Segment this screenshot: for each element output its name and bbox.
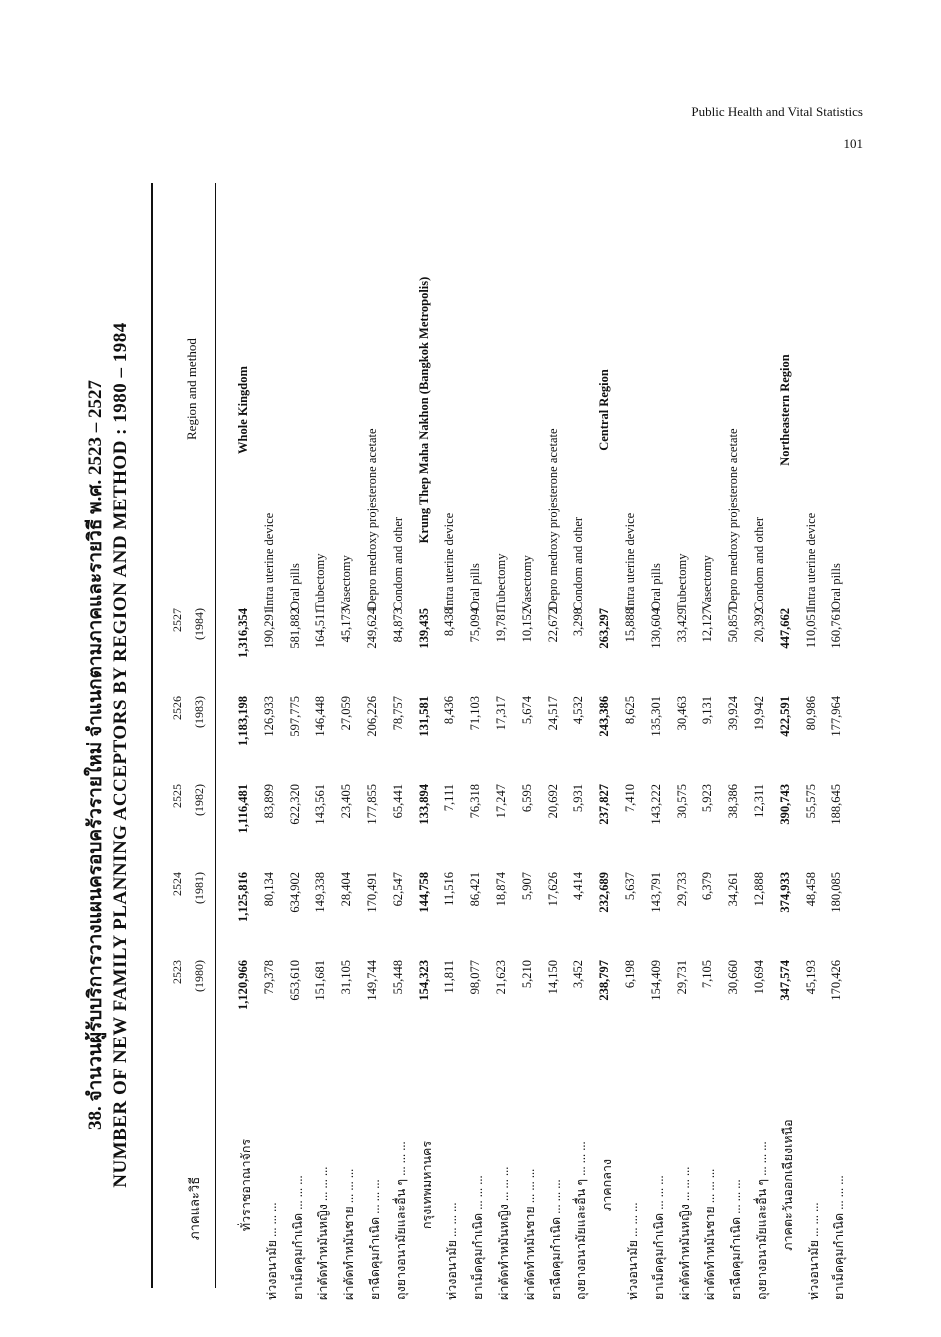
row-value: 28,404 xyxy=(339,872,354,907)
row-value: 12,127 xyxy=(700,608,715,643)
table-row xyxy=(700,210,726,1300)
row-label-thai: ยาเม็ดคุมกำเนิด ... ... ... xyxy=(651,1175,666,1300)
row-label-thai: ยาเม็ดคุมกำเนิด ... ... ... xyxy=(832,1175,847,1300)
row-value: 8,436 xyxy=(442,696,457,725)
table-row xyxy=(546,210,572,1300)
row-label-english: Vasectomy xyxy=(339,555,354,610)
page-number: 101 xyxy=(843,136,863,151)
row-label-thai: ถุงยางอนามัยและอื่น ๆ ... ... ... xyxy=(755,1141,769,1300)
row-value: 18,874 xyxy=(494,872,508,907)
row-value: 232,689 xyxy=(597,872,612,913)
row-value: 80,986 xyxy=(803,696,818,731)
table-row xyxy=(236,210,262,1300)
row-value: 5,674 xyxy=(519,696,534,725)
row-value: 65,441 xyxy=(390,784,405,819)
row-value: 390,743 xyxy=(777,784,792,825)
row-value: 164,511 xyxy=(313,608,328,649)
row-value: 160,761 xyxy=(829,608,844,649)
row-value: 50,857 xyxy=(726,608,741,643)
row-value: 5,923 xyxy=(700,784,715,813)
table-row xyxy=(829,210,855,1300)
row-value: 143,222 xyxy=(648,784,663,825)
row-label-english: Tubectomy xyxy=(494,553,508,610)
row-label-english: Northeastern Region xyxy=(777,354,792,466)
row-label-thai: ถุงยางอนามัยและอื่น ๆ ... ... ... xyxy=(393,1141,408,1300)
row-value: 8,625 xyxy=(623,696,637,725)
table-row xyxy=(391,210,417,1300)
row-value: 135,301 xyxy=(648,696,663,737)
row-value: 374,933 xyxy=(777,872,792,913)
row-value: 126,933 xyxy=(261,696,276,737)
row-value: 7,111 xyxy=(442,784,457,812)
row-value: 62,547 xyxy=(390,872,405,907)
row-value: 170,426 xyxy=(829,960,844,1001)
row-label-thai: ถุงยางอนามัยและอื่น ๆ ... ... ... xyxy=(574,1141,589,1300)
row-value: 80,134 xyxy=(261,872,276,907)
year-header-en: (1980) xyxy=(192,960,206,992)
row-label-english: Intra uterine device xyxy=(261,512,276,610)
table-row xyxy=(752,210,778,1300)
row-value: 78,757 xyxy=(390,696,405,731)
row-value: 6,198 xyxy=(623,960,637,989)
table-row xyxy=(313,210,339,1300)
row-value: 55,448 xyxy=(390,960,405,995)
row-label-english: Condom and other xyxy=(571,516,586,610)
year-header-en: (1982) xyxy=(192,784,206,816)
row-value: 581,882 xyxy=(287,608,302,649)
row-label-english: Intra uterine device xyxy=(803,512,818,610)
row-value: 206,226 xyxy=(365,696,379,737)
table-title-thai: 38. จำนวนผู้รับบริการวางแผนครอบครัวรายใหม่ จำแนกตามภาคและรายวิธี พ.ศ. 2523 – 2527 xyxy=(85,380,106,1130)
row-value: 31,105 xyxy=(339,960,354,995)
row-value: 143,791 xyxy=(648,872,663,913)
row-value: 11,516 xyxy=(442,872,457,906)
row-value: 20,692 xyxy=(545,784,560,819)
row-label-thai: ยาฉีดคุมกำเนิด ... ... ... xyxy=(729,1179,744,1300)
row-value: 1,183,198 xyxy=(236,696,250,746)
row-label-english: Vasectomy xyxy=(519,555,534,610)
table-row xyxy=(339,210,365,1300)
row-value: 10,694 xyxy=(752,960,766,995)
row-label-thai: ยาเม็ดคุมกำเนิด ... ... ... xyxy=(290,1175,305,1300)
table-row xyxy=(365,210,391,1300)
row-value: 170,491 xyxy=(365,872,379,913)
table-row xyxy=(520,210,546,1300)
row-label-english: Oral pills xyxy=(829,563,844,610)
row-value: 238,797 xyxy=(597,960,612,1001)
row-value: 75,094 xyxy=(468,608,483,643)
year-header-th: 2527 xyxy=(170,608,184,632)
rotated-table-page xyxy=(80,210,870,1300)
row-value: 3,298 xyxy=(571,608,586,637)
row-value: 110,051 xyxy=(803,608,818,649)
row-value: 20,392 xyxy=(752,608,766,643)
row-value: 98,077 xyxy=(468,960,483,995)
row-value: 17,247 xyxy=(494,784,508,819)
table-row xyxy=(442,210,468,1300)
row-label-english: Oral pills xyxy=(648,563,663,610)
row-value: 12,311 xyxy=(752,784,766,818)
table-row xyxy=(417,210,443,1300)
row-value: 154,323 xyxy=(416,960,431,1001)
row-value: 19,942 xyxy=(752,696,766,731)
row-value: 1,125,816 xyxy=(236,872,250,922)
row-value: 45,173 xyxy=(339,608,354,643)
row-label-thai: ภาคกลาง xyxy=(600,1159,615,1211)
row-label-english: Intra uterine device xyxy=(623,512,637,610)
year-header-en: (1983) xyxy=(192,696,206,728)
row-value: 55,575 xyxy=(803,784,818,819)
row-value: 22,672 xyxy=(545,608,560,643)
row-value: 6,595 xyxy=(519,784,534,813)
row-label-thai: ผ่าตัดทำหมันชาย ... ... ... xyxy=(342,1168,357,1300)
row-value: 5,637 xyxy=(623,872,637,901)
row-label-thai: ผ่าตัดทำหมันหญิง ... ... ... xyxy=(677,1166,692,1300)
row-label-english: Krung Thep Maha Nakhon (Bangkok Metropolis) xyxy=(416,276,431,544)
row-value: 76,318 xyxy=(468,784,483,819)
table-row xyxy=(288,210,314,1300)
row-value: 29,733 xyxy=(674,872,689,907)
row-label-thai: ทั่วราชอาณาจักร xyxy=(239,1138,253,1232)
row-value: 10,152 xyxy=(519,608,534,643)
row-value: 30,575 xyxy=(674,784,689,819)
row-value: 263,297 xyxy=(597,608,612,649)
row-value: 653,610 xyxy=(287,960,302,1001)
row-value: 3,452 xyxy=(571,960,586,989)
row-value: 83,899 xyxy=(261,784,276,819)
row-value: 7,105 xyxy=(700,960,715,989)
row-label-english: Depro medroxy projesterone acetate xyxy=(726,428,741,610)
row-value: 84,873 xyxy=(390,608,405,643)
row-value: 634,902 xyxy=(287,872,302,913)
row-value: 447,662 xyxy=(777,608,792,649)
row-value: 14,150 xyxy=(545,960,560,995)
row-value: 34,261 xyxy=(726,872,741,907)
row-value: 133,894 xyxy=(416,784,431,825)
row-label-thai: ผ่าตัดทำหมันหญิง ... ... ... xyxy=(497,1166,511,1300)
table-row xyxy=(468,210,494,1300)
year-header-en: (1984) xyxy=(192,608,206,640)
row-value: 144,758 xyxy=(416,872,431,913)
row-value: 12,888 xyxy=(752,872,766,907)
row-value: 143,561 xyxy=(313,784,328,825)
column-header-thai: ภาคและวิธี xyxy=(187,1176,202,1240)
row-value: 249,624 xyxy=(365,608,379,649)
row-value: 243,386 xyxy=(597,696,612,737)
table-row xyxy=(262,210,288,1300)
row-value: 48,458 xyxy=(803,872,818,907)
row-label-thai: ภาคตะวันออกเฉียงเหนือ xyxy=(780,1119,795,1251)
row-value: 149,338 xyxy=(313,872,328,913)
row-value: 6,379 xyxy=(700,872,715,901)
row-value: 79,378 xyxy=(261,960,276,995)
row-label-thai: ห่วงอนามัย ... ... ... xyxy=(264,1202,279,1300)
row-label-thai: ห่วงอนามัย ... ... ... xyxy=(445,1202,460,1300)
table-title-english: NUMBER OF NEW FAMILY PLANNING ACCEPTORS BY REGION AND METHOD : 1980 – 1984 xyxy=(110,322,131,1188)
row-label-thai: ยาฉีดคุมกำเนิด ... ... ... xyxy=(548,1179,563,1300)
row-value: 180,085 xyxy=(829,872,844,913)
row-label-english: Depro medroxy projesterone acetate xyxy=(365,428,379,610)
row-value: 29,731 xyxy=(674,960,689,995)
row-value: 71,103 xyxy=(468,696,483,731)
row-value: 347,574 xyxy=(777,960,792,1001)
row-label-english: Tubectomy xyxy=(674,553,689,610)
table-row xyxy=(675,210,701,1300)
running-head: Public Health and Vital Statistics xyxy=(691,104,863,119)
row-label-thai: ผ่าตัดทำหมันหญิง ... ... ... xyxy=(316,1166,331,1300)
row-value: 190,291 xyxy=(261,608,276,649)
table-row xyxy=(804,210,830,1300)
row-label-english: Tubectomy xyxy=(313,553,328,610)
row-value: 23,405 xyxy=(339,784,354,819)
year-header-th: 2523 xyxy=(170,960,184,984)
row-label-thai: กรุงเทพมหานคร xyxy=(419,1140,434,1230)
table-row xyxy=(726,210,752,1300)
table-row xyxy=(597,210,623,1300)
row-value: 33,429 xyxy=(674,608,689,643)
row-value: 15,888 xyxy=(623,608,637,643)
row-value: 24,517 xyxy=(545,696,560,731)
year-header-en: (1981) xyxy=(192,872,206,904)
row-label-thai: ห่วงอนามัย ... ... ... xyxy=(806,1202,821,1300)
row-value: 146,448 xyxy=(313,696,328,737)
row-label-english: Whole Kingdom xyxy=(236,366,250,454)
row-value: 17,626 xyxy=(545,872,560,907)
row-value: 5,210 xyxy=(519,960,534,989)
table-row xyxy=(494,210,520,1300)
row-label-english: Condom and other xyxy=(390,516,405,610)
row-label-thai: ผ่าตัดทำหมันชาย ... ... ... xyxy=(703,1168,718,1300)
row-value: 30,463 xyxy=(674,696,689,731)
table-row xyxy=(649,210,675,1300)
row-value: 5,907 xyxy=(519,872,534,901)
row-value: 39,924 xyxy=(726,696,741,731)
row-value: 19,781 xyxy=(494,608,508,643)
row-value: 45,193 xyxy=(803,960,818,995)
row-label-english: Oral pills xyxy=(287,563,302,610)
row-label-thai: ผ่าตัดทำหมันชาย ... ... ... xyxy=(522,1168,537,1300)
row-label-english: Vasectomy xyxy=(700,555,715,610)
row-value: 86,421 xyxy=(468,872,483,907)
row-value: 7,410 xyxy=(623,784,637,813)
row-label-thai: ยาฉีดคุมกำเนิด ... ... ... xyxy=(368,1179,382,1300)
row-value: 154,409 xyxy=(648,960,663,1001)
row-value: 21,623 xyxy=(494,960,508,995)
row-value: 422,591 xyxy=(777,696,792,737)
row-value: 9,131 xyxy=(700,696,715,725)
row-label-english: Central Region xyxy=(597,369,612,451)
row-value: 188,645 xyxy=(829,784,844,825)
row-value: 1,116,481 xyxy=(236,784,250,834)
table-row xyxy=(623,210,649,1300)
column-header-english: Region and method xyxy=(184,338,199,440)
row-value: 597,775 xyxy=(287,696,302,737)
row-value: 27,059 xyxy=(339,696,354,731)
row-label-english: Depro medroxy projesterone acetate xyxy=(545,428,560,610)
year-header-th: 2526 xyxy=(170,696,184,720)
year-header-th: 2525 xyxy=(170,784,184,808)
row-value: 139,435 xyxy=(416,608,431,649)
row-value: 177,855 xyxy=(365,784,379,825)
row-value: 151,681 xyxy=(313,960,328,1001)
row-label-english: Intra uterine device xyxy=(442,512,457,610)
row-value: 11,811 xyxy=(442,960,457,994)
table-row xyxy=(571,210,597,1300)
row-label-thai: ห่วงอนามัย ... ... ... xyxy=(626,1202,640,1300)
row-value: 237,827 xyxy=(597,784,612,825)
row-value: 8,438 xyxy=(442,608,457,637)
row-value: 130,604 xyxy=(648,608,663,649)
row-value: 177,964 xyxy=(829,696,844,737)
year-header-th: 2524 xyxy=(170,872,184,896)
row-label-english: Condom and other xyxy=(752,516,766,610)
row-value: 149,744 xyxy=(365,960,379,1001)
row-value: 38,386 xyxy=(726,784,741,819)
row-value: 4,414 xyxy=(571,872,586,901)
row-value: 1,316,354 xyxy=(236,608,250,658)
row-value: 4,532 xyxy=(571,696,586,725)
row-label-thai: ยาเม็ดคุมกำเนิด ... ... ... xyxy=(471,1175,486,1300)
row-label-english: Oral pills xyxy=(468,563,483,610)
table-row xyxy=(778,210,804,1300)
row-value: 17,317 xyxy=(494,696,508,731)
row-value: 131,581 xyxy=(416,696,431,737)
row-value: 5,931 xyxy=(571,784,586,813)
row-value: 622,320 xyxy=(287,784,302,825)
row-value: 30,660 xyxy=(726,960,741,995)
row-value: 1,120,966 xyxy=(236,960,250,1010)
